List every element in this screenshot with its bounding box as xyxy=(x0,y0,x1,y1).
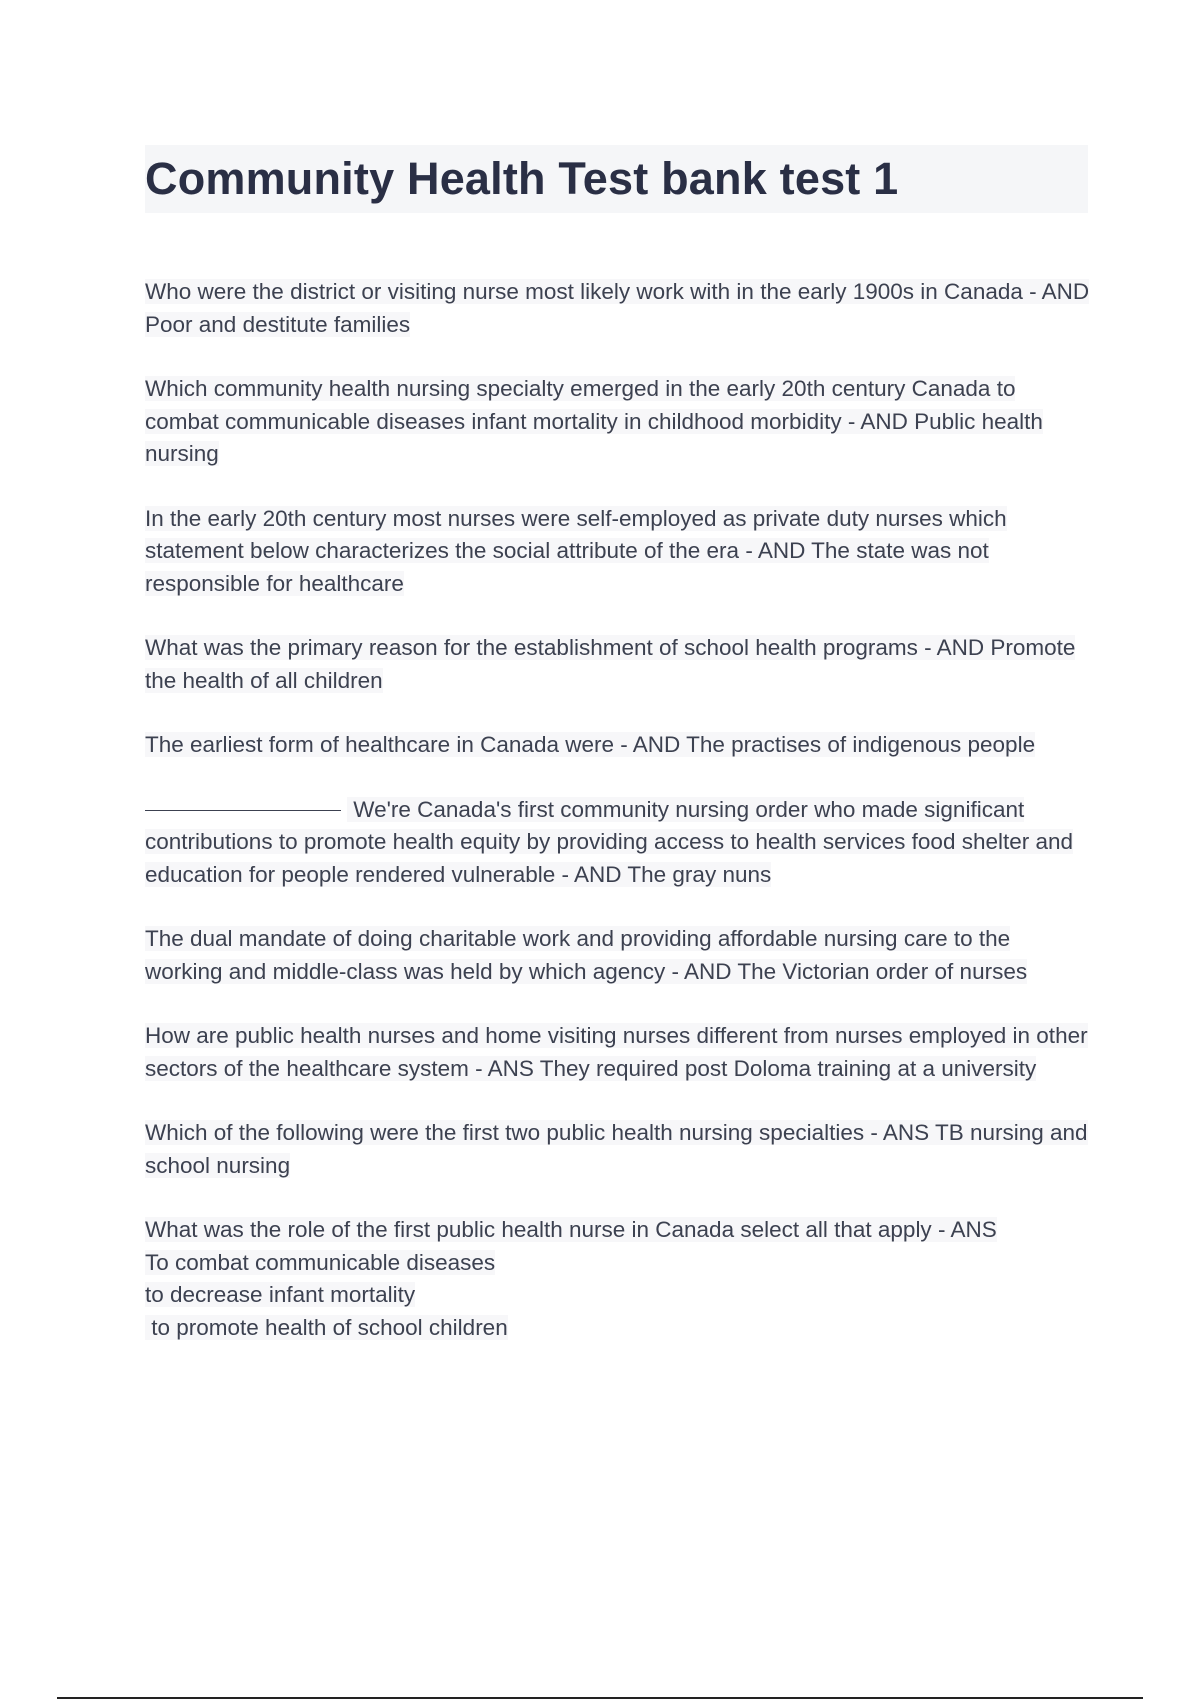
question-text: Which of the following were the first two public health nursing specialties - ANS TB nursing and school nursing xyxy=(145,1120,1088,1178)
question-text: The dual mandate of doing charitable work and providing affordable nursing care to the working and middle-class was held by which agency - AND The Victorian order of nurses xyxy=(145,926,1028,984)
answer-option-2: to decrease infant mortality xyxy=(145,1282,416,1307)
fill-in-blank-line xyxy=(145,810,341,811)
answer-option-1: To combat communicable diseases xyxy=(145,1249,496,1275)
question-item-8 xyxy=(145,1020,1090,1085)
question-item-6 xyxy=(145,794,1090,892)
question-text: Who were the district or visiting nurse most likely work with in the early 1900s in Canada - AND Poor and destitute families xyxy=(145,279,1090,337)
question-text: In the early 20th century most nurses were self-employed as private duty nurses which statement below characterizes the social attribute of the era - AND The state was not responsible for healthcare xyxy=(145,505,1007,596)
question-text: The earliest form of healthcare in Canada were - AND The practises of indigenous people xyxy=(145,732,1036,757)
question-list xyxy=(145,276,1090,1376)
question-item-1 xyxy=(145,276,1090,341)
answer-option-3: to promote health of school children xyxy=(145,1314,508,1340)
title-banner xyxy=(145,145,1088,213)
question-item-7 xyxy=(145,923,1090,988)
question-text: How are public health nurses and home visiting nurses different from nurses employed in other sectors of the healthcare system - ANS They required post Doloma training at a university xyxy=(145,1023,1088,1081)
question-item-2 xyxy=(145,373,1090,471)
document-title: Community Health Test bank test 1 xyxy=(145,153,899,204)
question-text: What was the primary reason for the establishment of school health programs - AND Promote the health of all children xyxy=(145,635,1076,693)
question-text: Which community health nursing specialty emerged in the early 20th century Canada to combat communicable diseases infant mortality in childhood morbidity - AND Public health nursing xyxy=(145,376,1043,466)
footer-divider xyxy=(57,1697,1143,1699)
question-item-4 xyxy=(145,632,1090,697)
question-item-3 xyxy=(145,503,1090,601)
question-item-5 xyxy=(145,729,1090,762)
question-text: We're Canada's first community nursing order who made significant contributions to promote health equity by providing access to health services food shelter and education for people rendered vulnerable - AND The gray nuns xyxy=(145,796,1074,887)
question-item-9 xyxy=(145,1117,1090,1182)
question-text: What was the role of the first public health nurse in Canada select all that apply - ANS xyxy=(145,1217,997,1242)
question-item-10 xyxy=(145,1214,1090,1344)
